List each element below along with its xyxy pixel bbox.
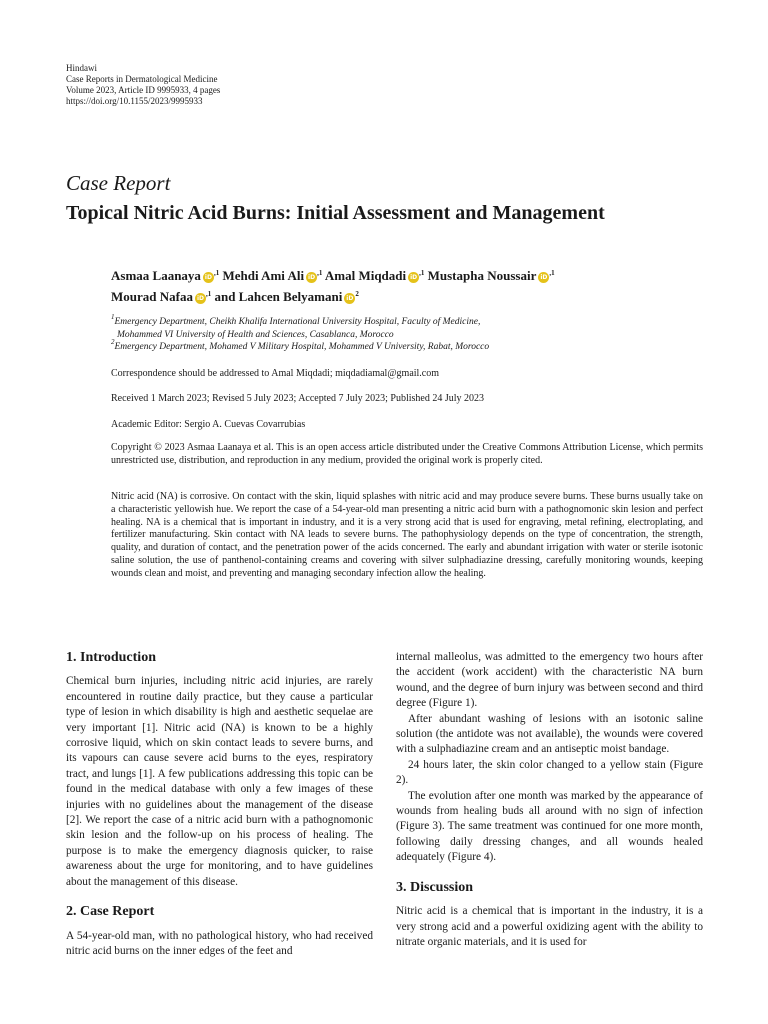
affiliations [111, 313, 671, 354]
author-list [111, 265, 701, 307]
orcid-icon[interactable]: iD [204, 274, 212, 281]
section-heading: 3. Discussion [396, 879, 474, 895]
author-affiliation-mark: ,1 [317, 269, 323, 277]
case-paragraph: The evolution after one month was marked by the appearance of wounds from healing buds all around with no sign of infection (Figure 3). The same treatment was continued for one more month, following daily dressing changes, and all wounds healed adequately (Figure 4). [396, 789, 703, 864]
author-name[interactable]: Asmaa Laanaya [111, 268, 201, 283]
intro-paragraph: Chemical burn injuries, including nitric acid injuries, are rarely encountered in routine daily practice, but they cause a particular type of lesion in which disability is high and aesthetic sequelae are very important [1]. Nitric acid (NA) is known to be a highly corrosive liquid, which on skin contact leads to severe burns, and its vapours can cause severe acid burns to the eyes, respiratory tract, and lungs [1]. A few publications addressing this topic can be found in the medical database with only a few images of these injuries with no guidelines about the management of the disease [2]. We report the case of a nitric acid burn with a pathognomonic skin lesion and the follow-up on his process of healing. The purpose is to make the emergency diagnosis quicker, to raise awareness about the urge for monitoring, and to have guidelines about the management of this disease. [66, 675, 373, 888]
author-affiliation-mark: ,1 [419, 269, 425, 277]
author-name[interactable]: Amal Miqdadi [324, 268, 407, 283]
author-name[interactable]: and Lahcen Belyamani [214, 289, 343, 304]
author-name[interactable]: Mourad Nafaa [111, 289, 193, 304]
section-heading: 2. Case Report [66, 904, 155, 920]
orcid-icon[interactable]: iD [346, 295, 354, 302]
academic-editor: Academic Editor: Sergio A. Cuevas Covarrubias [111, 419, 306, 430]
author-affiliation-mark: ,1 [213, 269, 220, 277]
case-paragraph: 24 hours later, the skin color changed to a yellow stain (Figure 2). [396, 758, 703, 787]
volume-info: Volume 2023, Article ID 9995933, 4 pages [66, 85, 221, 95]
right-column [396, 650, 703, 950]
affiliation-1-cont: Mohammed VI University of Health and Sciences, Casablanca, Morocco [117, 329, 394, 340]
author-affiliation-mark: ,1 [549, 269, 555, 277]
journal-header [66, 63, 220, 107]
author-affiliation-mark: 2 [355, 290, 359, 298]
author-name[interactable]: Mustapha Noussair [427, 268, 537, 283]
abstract: Nitric acid (NA) is corrosive. On contact with the skin, liquid splashes with nitric acid and may produce severe burns. These burns usually take on a characteristic yellowish hue. We report the case of a 54-year-old man presenting a nitric acid burn with a pathognomonic skin lesion and perfect healing. NA is a chemical that is important in industry, and it is a very strong acid that is used for engraving, metal refining, electroplating, and fertilizer manufacturing. Skin contact with NA leads to severe burns. The pathophysiology depends on the type of concentration, the strength, quality, and duration of contact, and the penetration power of the acids concerned. The early and abundant irrigation with water or sterile isotonic saline solution, the use of panthenol-containing creams and covering with silver sulphadiazine dressing, carefully monitoring wounds, keeping wounds clean and moist, and preventing and managing secondary infection allow the healing. [111, 491, 703, 579]
case-paragraph: After abundant washing of lesions with an isotonic saline solution (the antidote was not available), the wounds were covered with a sulphadiazine cream and an antiseptic moist bandage. [396, 712, 703, 756]
affiliation-2: Emergency Department, Mohamed V Military Hospital, Mohammed V University, Rabat, Morocco [114, 342, 490, 352]
author-name[interactable]: Mehdi Ami Ali [222, 268, 305, 283]
correspondence: Correspondence should be addressed to Amal Miqdadi; miqdadiamal@gmail.com [111, 368, 440, 379]
left-column [66, 650, 373, 959]
case-paragraph: A 54-year-old man, with no pathological history, who had received nitric acid burns on the inner edges of the feet and [66, 929, 373, 957]
publication-dates: Received 1 March 2023; Revised 5 July 2023; Accepted 7 July 2023; Published 24 July 2023 [111, 393, 485, 404]
affiliation-1: Emergency Department, Cheikh Khalifa International University Hospital, Faculty of Medicine, [114, 317, 481, 327]
orcid-icon[interactable]: iD [308, 274, 316, 281]
doi-link[interactable]: https://doi.org/10.1155/2023/9995933 [66, 96, 203, 106]
author-affiliation-mark: ,1 [205, 290, 212, 298]
orcid-icon[interactable]: iD [410, 274, 418, 281]
article-title: Topical Nitric Acid Burns: Initial Assessment and Management [66, 202, 605, 224]
publisher-name: Hindawi [66, 63, 97, 73]
journal-name: Case Reports in Dermatological Medicine [66, 74, 218, 84]
section-heading: 1. Introduction [66, 650, 156, 665]
case-paragraph-cont: internal malleolus, was admitted to the emergency two hours after the accident (work accident) with the characteristic NA burn wound, and the degree of burn injury was between second and third degree (Figure 1). [396, 651, 703, 710]
orcid-icon[interactable]: iD [196, 295, 204, 302]
article-type: Case Report [66, 171, 171, 195]
copyright-notice: Copyright © 2023 Asmaa Laanaya et al. This is an open access article distributed under the Creative Commons Attribution License, which permits unrestricted use, distribution, and reproduction in any medium, provided the original work is properly cited. [111, 442, 703, 466]
discussion-paragraph: Nitric acid is a chemical that is important in the industry, it is a very strong acid and a powerful oxidizing agent with the ability to nitrate organic materials, and it is used for [396, 905, 703, 948]
affiliation-mark: 1 [111, 313, 115, 321]
affiliation-mark: 2 [111, 338, 115, 346]
orcid-icon[interactable]: iD [540, 274, 548, 281]
